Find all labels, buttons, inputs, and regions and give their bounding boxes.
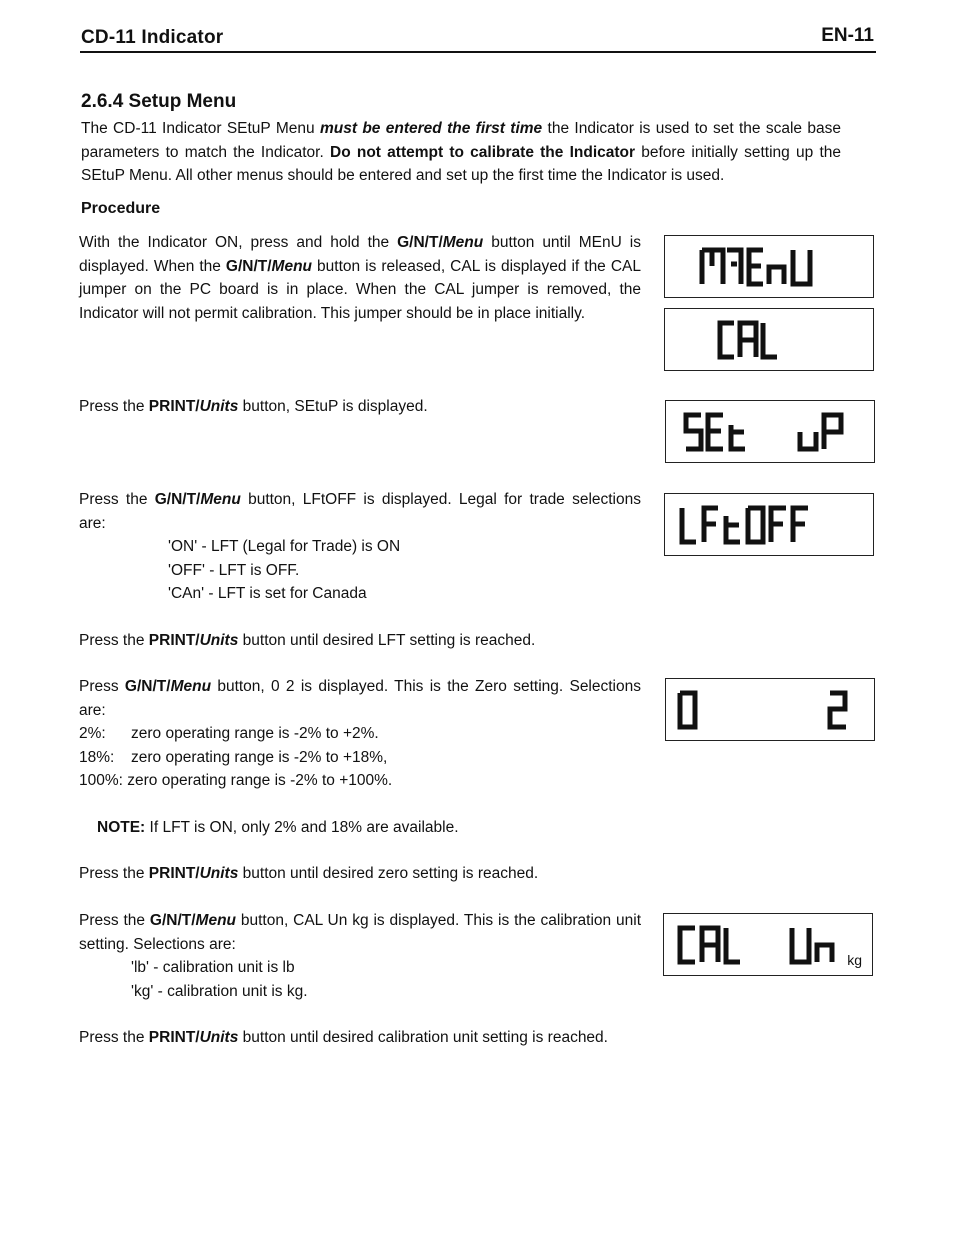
step-text: button until MEnU is displayed. When the — [79, 234, 641, 275]
step-text: Press the — [79, 865, 149, 882]
list-item — [79, 722, 641, 746]
step-text: With the Indicator ON, press and hold the — [79, 234, 398, 251]
step-text: button until desired calibration unit setting is reached. — [238, 1029, 608, 1046]
step-text: Press the — [79, 398, 149, 415]
step-text: button, SEtuP is displayed. — [238, 398, 428, 415]
step-menu — [79, 231, 641, 325]
note-text: If LFT is ON, only 2% and 18% are available. — [145, 819, 459, 836]
note — [97, 816, 659, 840]
step-lft-select — [79, 629, 641, 653]
step-zero — [79, 675, 641, 793]
gnt-button-label: G/N/T/Menu — [124, 678, 212, 695]
print-button-label: PRINT/Units — [148, 632, 239, 649]
header-rule — [80, 51, 876, 53]
option-key: 2%: — [79, 725, 106, 742]
page-number: EN-11 — [821, 25, 874, 46]
step-lft — [79, 488, 641, 606]
lcd-display-cal — [664, 308, 874, 371]
gnt-button-label: G/N/T/Menu — [225, 257, 313, 275]
step-text: button until desired LFT setting is reached. — [238, 632, 536, 649]
option-value: zero operating range is -2% to +18%, — [131, 748, 388, 766]
option-key: 18%: — [79, 748, 115, 766]
step-text: button, LFtOFF is displayed. Legal for trade selections are: — [79, 491, 641, 532]
step-zero-select — [79, 862, 641, 886]
print-button-label: PRINT/Units — [148, 398, 239, 415]
document-title: CD-11 Indicator — [81, 27, 224, 48]
step-text: Press the — [79, 632, 149, 649]
lcd-display-setup — [665, 400, 875, 463]
print-button-label: PRINT/Units — [148, 865, 239, 882]
lcd-display-cal-un — [663, 913, 873, 976]
list-item: 'lb' - calibration unit is lb — [131, 959, 295, 976]
intro-paragraph — [81, 117, 841, 188]
gnt-button-label: G/N/T/Menu — [154, 491, 241, 508]
step-text: Press the — [79, 1029, 149, 1046]
intro-text-3: before initially setting up the SEtuP Menu. All other menus should be entered and set up the first time the Indicator is used. — [81, 143, 841, 184]
intro-text-2: the Indicator is used to set the scale base parameters to match the Indicator. — [81, 120, 842, 161]
step-text: button, 0 2 is displayed. This is the Zero setting. Selections are: — [79, 678, 641, 719]
intro-text-1: The CD-11 Indicator SEtuP Menu — [81, 120, 320, 137]
print-button-label: PRINT/Units — [148, 1029, 239, 1046]
note-label: NOTE: — [97, 819, 146, 836]
list-item: 'OFF' - LFT is OFF. — [168, 561, 300, 579]
lcd-display-lftoff — [664, 493, 874, 556]
option-value: zero operating range is -2% to +100%. — [122, 772, 393, 789]
step-text: Press the — [79, 491, 155, 508]
list-item: 'ON' - LFT (Legal for Trade) is ON — [168, 538, 401, 555]
list-item — [79, 746, 641, 770]
step-cal-unit-select — [79, 1026, 641, 1050]
step-text: button, CAL Un kg is displayed. This is the calibration unit setting. Selections are: — [79, 912, 642, 953]
step-text: Press the — [79, 912, 150, 929]
step-text: Press — [79, 678, 125, 695]
lcd-display-menu — [664, 235, 874, 298]
list-item — [79, 769, 641, 793]
unit-label: kg — [847, 952, 862, 968]
list-item: 'CAn' - LFT is set for Canada — [168, 585, 367, 602]
procedure-heading: Procedure — [81, 200, 161, 217]
section-title: 2.6.4 Setup Menu — [81, 91, 237, 112]
step-cal-unit — [79, 909, 641, 1003]
gnt-button-label: G/N/T/Menu — [149, 912, 236, 929]
step-text: button is released, CAL is displayed if the CAL jumper on the PC board is in place. When the CAL jumper is removed, the Indicator will not permit calibration. This jumper should be in place initially. — [79, 257, 641, 322]
option-key: 100%: — [79, 772, 123, 789]
option-value: zero operating range is -2% to +2%. — [131, 725, 379, 742]
lcd-display-zero — [665, 678, 875, 741]
intro-emphasis-1: must be entered the first time — [319, 120, 543, 137]
step-setup — [79, 395, 641, 419]
intro-emphasis-2: Do not attempt to calibrate the Indicator — [330, 143, 636, 161]
list-item: 'kg' - calibration unit is kg. — [131, 982, 308, 1000]
step-text: button until desired zero setting is reached. — [238, 865, 539, 882]
gnt-button-label: G/N/T/Menu — [397, 234, 484, 251]
